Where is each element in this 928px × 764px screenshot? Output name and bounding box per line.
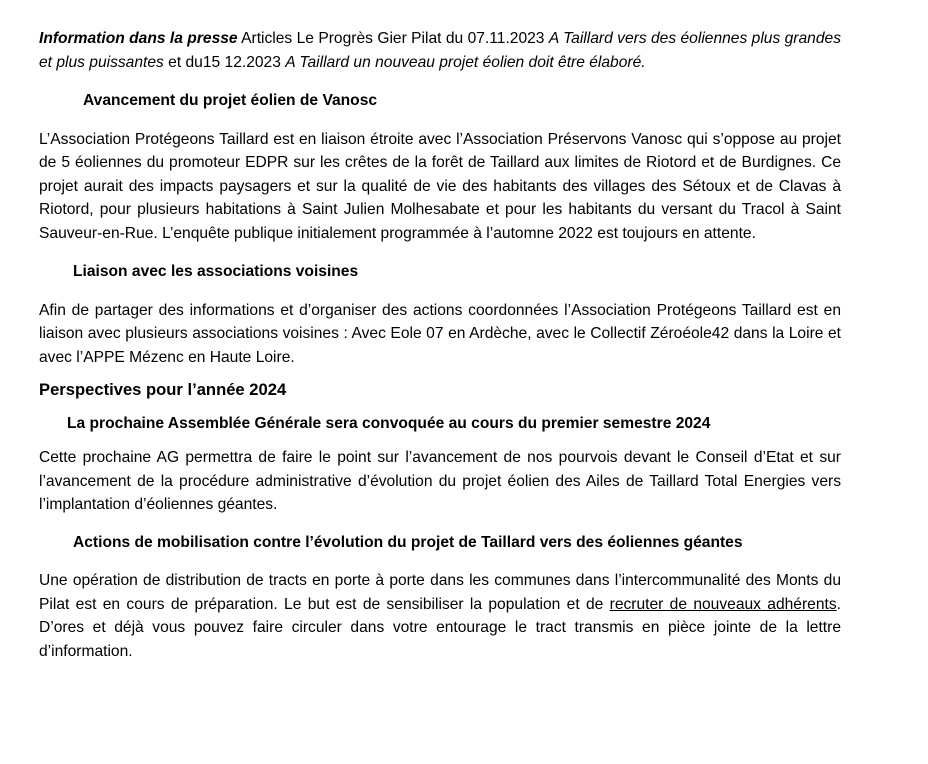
press-article-title-2: A Taillard un nouveau projet éolien doit être élaboré. (285, 53, 646, 71)
mobilisation-heading: Actions de mobilisation contre l’évolution du projet de Taillard vers des éoliennes géantes (73, 533, 743, 551)
press-article-title-1: A Taillard vers des éoliennes plus grandes et plus puissantes (39, 30, 841, 71)
liaison-heading: Liaison avec les associations voisines (73, 263, 359, 280)
liaison-paragraph: Afin de partager des informations et d’organiser des actions coordonnées l’Association Protégeons Taillard est en liaison avec plusieurs associations voisines : Avec Eole 07 en Ardèche, avec le Collectif Zéroéole42 dans la Loire et avec l’APPE Mézenc en Haute Loire. (39, 301, 841, 366)
mobilisation-text-1: Une opération de distribution de tracts en porte à porte dans les communes dans l’intercommunalité des Monts du Pilat est en cours de préparation. Le but est de sensibiliser la population et de (39, 572, 841, 613)
press-paragraph (39, 27, 841, 74)
mobilisation-paragraph (39, 569, 841, 663)
press-text-1: Articles Le Progrès Gier Pilat du 07.11.2023 (237, 30, 549, 47)
vanosc-paragraph: L’Association Protégeons Taillard est en liaison étroite avec l’Association Préservons Vanosc qui s’oppose au projet de 5 éoliennes du promoteur EDPR sur les crêtes de la forêt de Taillard aux limites de Riotord et de Burdignes. Ce projet aurait des impacts paysagers et sur la qualité de vie des habitants des villages des Sétoux et de Clavas à Riotord, pour plusieurs habitations à Saint Julien Molhesabate et pour les habitants du versant du Tracol à Saint Sauveur-en-Rue. L’enquête publique initialement programmée à l’automne 2022 est toujours en attente. (39, 130, 841, 242)
press-text-2: et du15 12.2023 (163, 53, 286, 71)
document-page (39, 27, 841, 663)
press-label: Information dans la presse (39, 30, 238, 47)
ag-paragraph: Cette prochaine AG permettra de faire le point sur l’avancement de nos pourvois devant le Conseil d’Etat et sur l’avancement de la procédure administrative d’évolution du projet éolien des Ailes de Taillard Total Energies vers l’implantation d’éoliennes géantes. (39, 449, 841, 513)
perspectives-heading: Perspectives pour l’année 2024 (39, 380, 287, 399)
mobilisation-text-2: . D’ores et déjà vous pouvez faire circuler dans votre entourage le tract transmis en pièce jointe de la lettre d’information. (39, 595, 841, 660)
vanosc-heading: Avancement du projet éolien de Vanosc (83, 92, 378, 109)
recruit-members-link[interactable]: recruter de nouveaux adhérents (609, 595, 837, 613)
ag-heading: La prochaine Assemblée Générale sera convoquée au cours du premier semestre 2024 (67, 414, 711, 432)
